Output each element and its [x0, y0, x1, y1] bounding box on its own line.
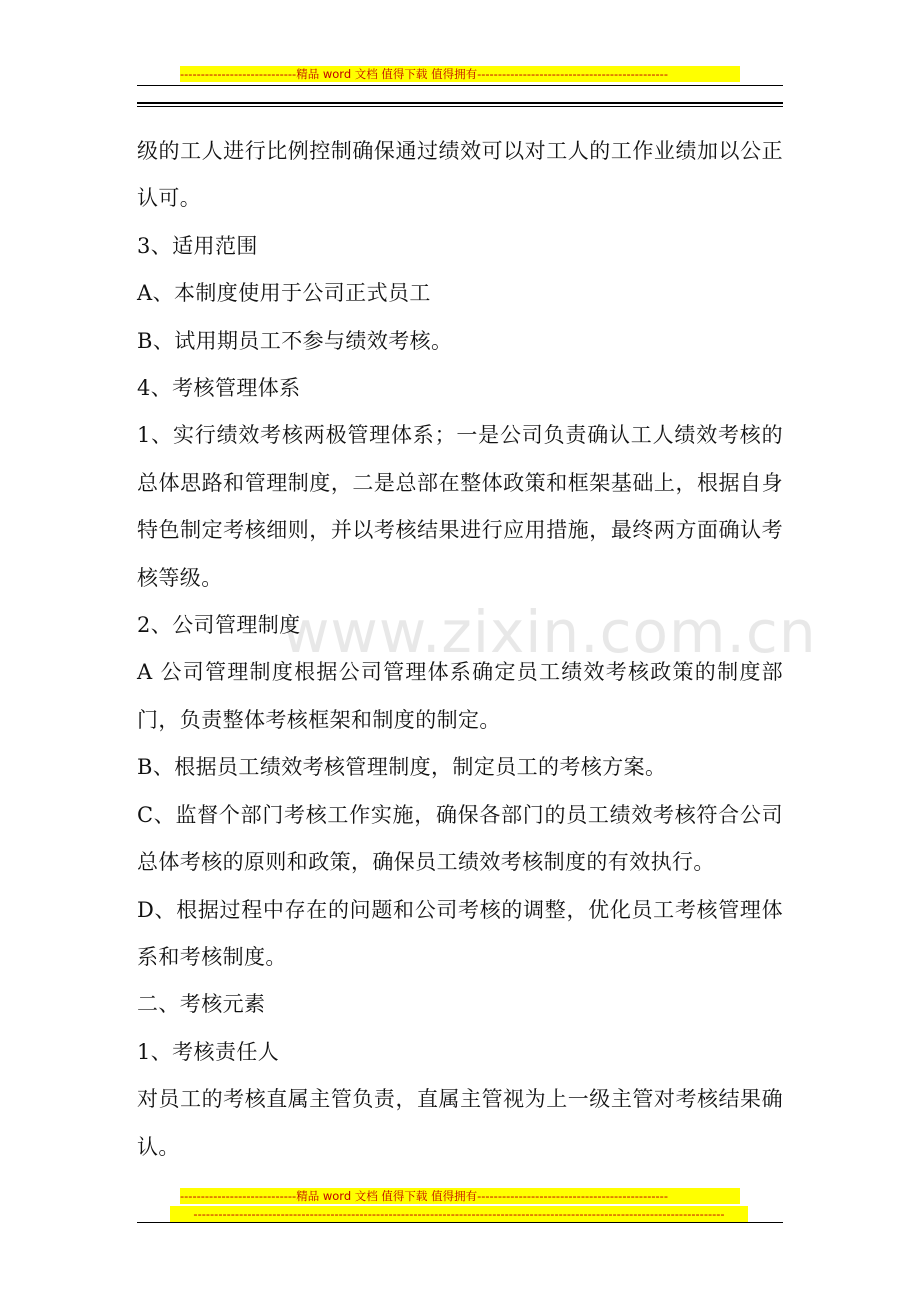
- header-banner: ----------------------------精品 word 文档 值得下载 值得拥有----------------------------------------------: [180, 66, 740, 82]
- list-item: C、监督个部门考核工作实施，确保各部门的员工绩效考核符合公司总体考核的原则和政策，确保员工绩效考核制度的有效执行。: [137, 802, 783, 875]
- watermark-text: www.zixin.com.cn: [282, 598, 817, 666]
- list-item: B、根据员工绩效考核管理制度，制定员工的考核方案。: [137, 755, 667, 780]
- paragraph: 对员工的考核直属主管负责，直属主管视为上一级主管对考核结果确认。: [137, 1087, 783, 1159]
- list-item: B、试用期员工不参与绩效考核。: [137, 328, 453, 353]
- header-rule-double-top: [137, 102, 783, 104]
- list-item: D、根据过程中存在的问题和公司考核的调整，优化员工考核管理体系和考核制度。: [137, 897, 783, 969]
- list-item: A、本制度使用于公司正式员工: [137, 281, 431, 306]
- section-heading: 4、考核管理体系: [137, 376, 301, 401]
- section-heading: 3、适用范围: [137, 233, 258, 258]
- document-body: [137, 128, 783, 1171]
- header-rule-double-bottom: [137, 106, 783, 107]
- footer-rule: [137, 1222, 783, 1223]
- footer-banner: ----------------------------精品 word 文档 值得下载 值得拥有----------------------------------------------: [180, 1188, 740, 1204]
- section-heading: 2、公司管理制度: [137, 613, 301, 638]
- paragraph: 1、实行绩效考核两极管理体系；一是公司负责确认工人绩效考核的总体思路和管理制度，二是总部在整体政策和框架基础上，根据自身特色制定考核细则，并以考核结果进行应用措施，最终两方面确认考核等级。: [137, 423, 783, 590]
- paragraph: 级的工人进行比例控制确保通过绩效可以对工人的工作业绩加以公正认可。: [137, 139, 783, 211]
- footer-banner-dashes: --------------------------------------------------------------------------------------------------------------------------------: [170, 1206, 748, 1222]
- list-item: A 公司管理制度根据公司管理体系确定员工绩效考核政策的制度部门，负责整体考核框架和制度的制定。: [137, 660, 783, 732]
- section-heading: 二、考核元素: [137, 992, 266, 1017]
- section-heading: 1、考核责任人: [137, 1039, 280, 1064]
- header-rule-thin: [137, 85, 783, 86]
